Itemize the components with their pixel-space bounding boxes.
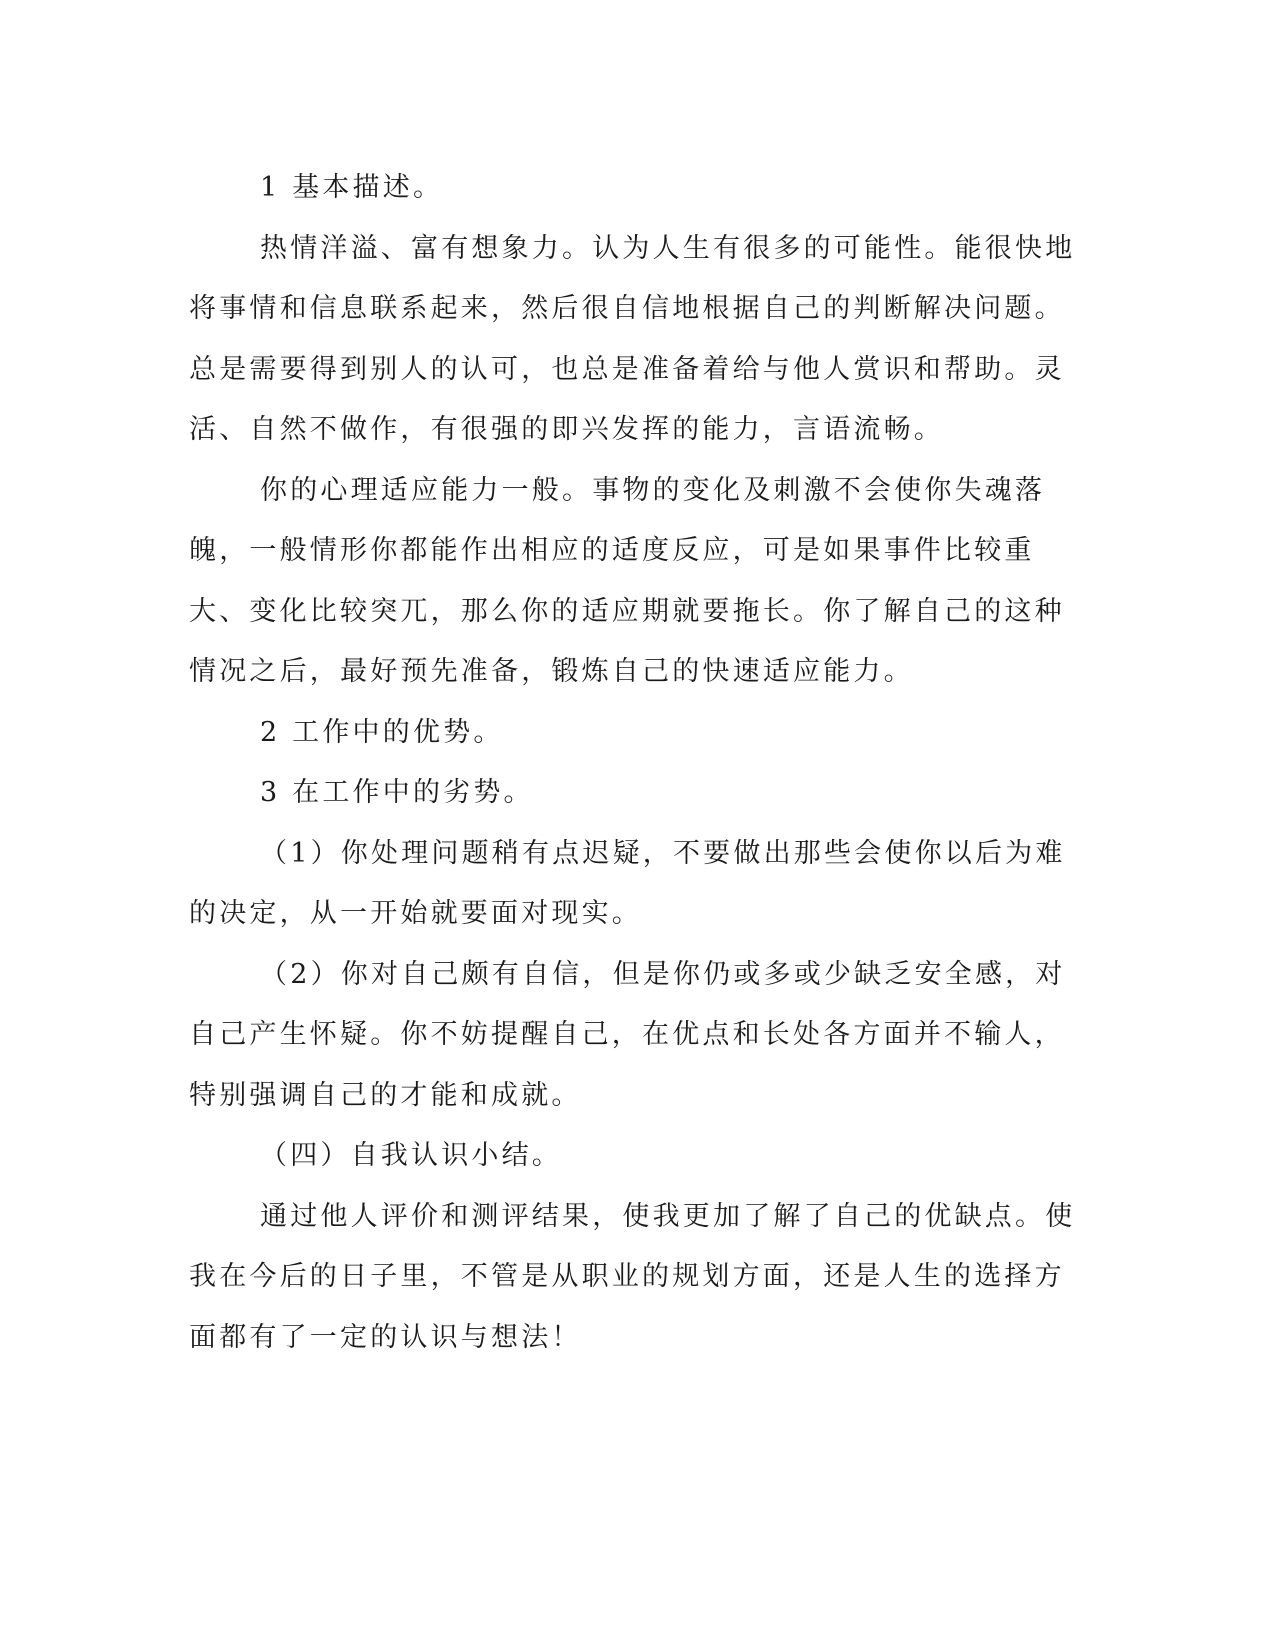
paragraph-weakness-2: （2）你对自己颇有自信，但是你仍或多或少缺乏安全感，对自己产生怀疑。你不妨提醒自己，在优点和长处各方面并不输人，特别强调自己的才能和成就。 — [189, 958, 1066, 1111]
heading-basic-description: 1 基本描述。 — [260, 172, 444, 203]
heading-self-summary: （四）自我认识小结。 — [260, 1140, 562, 1171]
paragraph-adaptability: 你的心理适应能力一般。事物的变化及刺激不会使你失魂落魄，一般情形你都能作出相应的适度反应，可是如果事件比较重大、变化比较突兀，那么你的适应期就要拖长。你了解自己的这种情况之后，最好预先准备，锻炼自己的快速适应能力。 — [189, 474, 1065, 687]
paragraph-weakness-1: （1）你处理问题稍有点迟疑，不要做出那些会使你以后为难的决定，从一开始就要面对现实。 — [189, 837, 1066, 929]
heading-work-strengths: 2 工作中的优势。 — [260, 716, 504, 748]
heading-work-weaknesses: 3 在工作中的劣势。 — [260, 777, 534, 808]
paragraph-personality: 热情洋溢、富有想象力。认为人生有很多的可能性。能很快地将事情和信息联系起来，然后很自信地根据自己的判断解决问题。总是需要得到别人的认可，也总是准备着给与他人赏识和帮助。灵活、自然不做作，有很强的即兴发挥的能力，言语流畅。 — [189, 232, 1076, 445]
paragraph-summary: 通过他人评价和测评结果，使我更加了解了自己的优缺点。使我在今后的日子里，不管是从职业的规划方面，还是人生的选择方面都有了一定的认识与想法！ — [189, 1200, 1076, 1353]
document-body — [189, 158, 1079, 1368]
